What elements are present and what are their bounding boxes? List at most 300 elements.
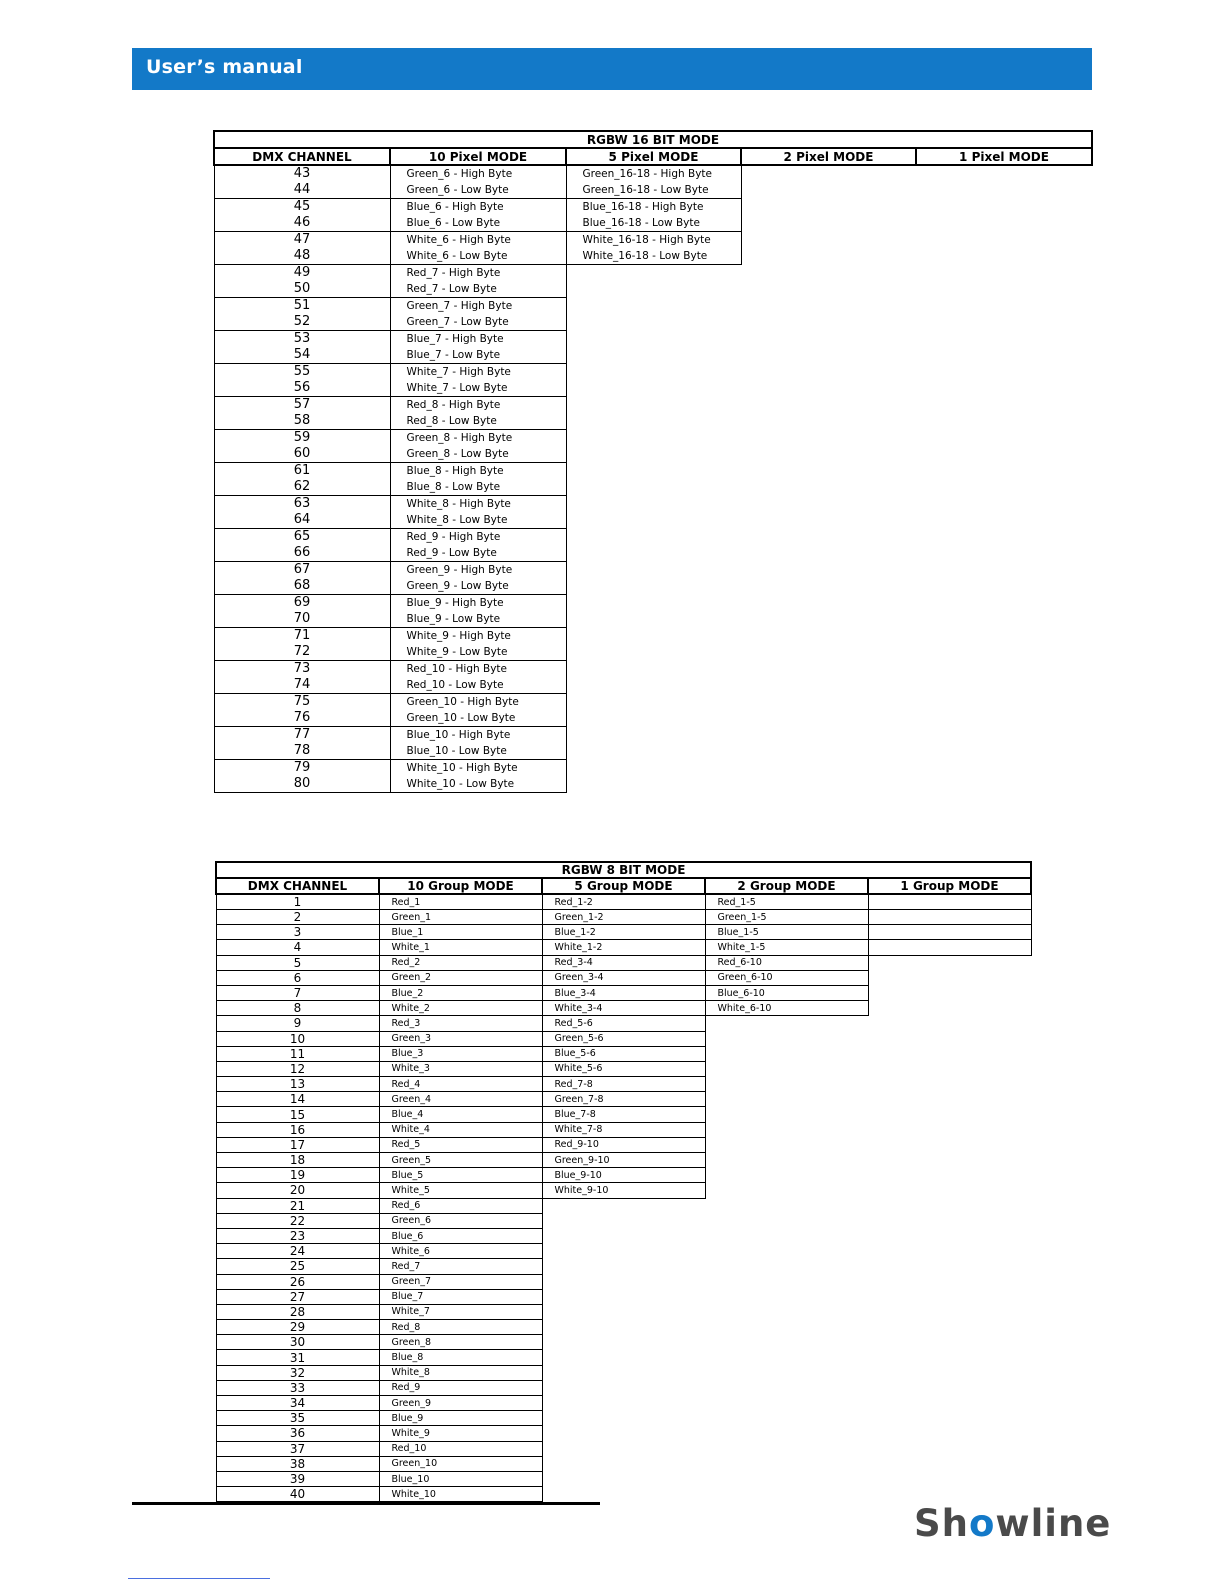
mode-value-cell: Red_1-5 [705, 894, 868, 910]
table-row [214, 264, 1092, 281]
empty-cell [705, 1456, 868, 1471]
empty-cell [705, 1426, 868, 1441]
empty-cell [916, 231, 1092, 248]
empty-cell [741, 429, 916, 446]
table16-body [214, 165, 1092, 792]
mode-value-cell: White_6-10 [705, 1001, 868, 1016]
mode-value-cell: White_1-2 [542, 940, 705, 955]
empty-cell [741, 594, 916, 611]
dmx-channel-cell: 7 [216, 985, 379, 1000]
mode-value-cell: White_1 [379, 940, 542, 955]
empty-cell [868, 1289, 1031, 1304]
empty-cell [916, 297, 1092, 314]
table-row [214, 198, 1092, 215]
empty-cell [542, 1380, 705, 1395]
table-row [214, 644, 1092, 661]
empty-cell [542, 1426, 705, 1441]
dmx-channel-cell: 65 [214, 528, 390, 545]
mode-value-cell: Green_9 [379, 1396, 542, 1411]
empty-cell [916, 726, 1092, 743]
dmx-channel-cell: 58 [214, 413, 390, 430]
mode-value-cell: Blue_9 - High Byte [390, 594, 566, 611]
empty-cell [916, 561, 1092, 578]
empty-cell [566, 776, 741, 793]
empty-cell [741, 578, 916, 595]
dmx-channel-cell: 74 [214, 677, 390, 694]
mode-value-cell: Green_8 - Low Byte [390, 446, 566, 463]
table-row [216, 940, 1031, 955]
mode-value-cell [868, 940, 1031, 955]
mode-value-cell: Blue_3 [379, 1046, 542, 1061]
empty-cell [741, 380, 916, 397]
table-row [216, 1396, 1031, 1411]
empty-cell [741, 396, 916, 413]
empty-cell [741, 215, 916, 232]
empty-cell [868, 1016, 1031, 1031]
mode-value-cell: Green_3-4 [542, 970, 705, 985]
dmx-channel-cell: 20 [216, 1183, 379, 1198]
mode-value-cell: Green_9 - Low Byte [390, 578, 566, 595]
dmx-channel-cell: 79 [214, 759, 390, 776]
empty-cell [566, 660, 741, 677]
table-row [216, 1335, 1031, 1350]
mode-value-cell: Green_7-8 [542, 1092, 705, 1107]
empty-cell [542, 1350, 705, 1365]
dmx-channel-cell: 64 [214, 512, 390, 529]
table-row [216, 1350, 1031, 1365]
empty-cell [741, 281, 916, 298]
dmx-channel-cell: 51 [214, 297, 390, 314]
table-row [214, 297, 1092, 314]
dmx-channel-cell: 23 [216, 1228, 379, 1243]
empty-cell [741, 363, 916, 380]
mode-value-cell: Blue_1-2 [542, 925, 705, 940]
dmx-channel-cell: 75 [214, 693, 390, 710]
table16-header-dmx: DMX CHANNEL [214, 148, 390, 165]
empty-cell [705, 1031, 868, 1046]
empty-cell [868, 1122, 1031, 1137]
empty-cell [705, 1228, 868, 1243]
table-row [214, 660, 1092, 677]
empty-cell [566, 429, 741, 446]
dmx-channel-cell: 50 [214, 281, 390, 298]
empty-cell [705, 1320, 868, 1335]
dmx-channel-cell: 27 [216, 1289, 379, 1304]
dmx-channel-cell: 10 [216, 1031, 379, 1046]
dmx-channel-cell: 12 [216, 1061, 379, 1076]
table16-header-2pixel: 2 Pixel MODE [741, 148, 916, 165]
empty-cell [566, 578, 741, 595]
mode-value-cell: Green_7 - High Byte [390, 297, 566, 314]
empty-cell [916, 627, 1092, 644]
empty-cell [566, 710, 741, 727]
empty-cell [542, 1274, 705, 1289]
empty-cell [916, 644, 1092, 661]
empty-cell [705, 1122, 868, 1137]
table-row [216, 1016, 1031, 1031]
header-bar [132, 48, 1092, 90]
dmx-channel-cell: 56 [214, 380, 390, 397]
empty-cell [916, 594, 1092, 611]
table16-header-1pixel: 1 Pixel MODE [916, 148, 1092, 165]
empty-cell [868, 1228, 1031, 1243]
mode-value-cell: Green_8 - High Byte [390, 429, 566, 446]
mode-value-cell: Green_2 [379, 970, 542, 985]
mode-value-cell: Blue_7 - Low Byte [390, 347, 566, 364]
mode-value-cell [868, 910, 1031, 925]
table-row [216, 1077, 1031, 1092]
dmx-channel-cell: 77 [214, 726, 390, 743]
mode-value-cell: Green_6-10 [705, 970, 868, 985]
empty-cell [868, 1168, 1031, 1183]
empty-cell [542, 1304, 705, 1319]
empty-cell [705, 1198, 868, 1213]
mode-value-cell: Blue_9 [379, 1411, 542, 1426]
dmx-channel-cell: 57 [214, 396, 390, 413]
table-row [214, 776, 1092, 793]
table-row [216, 1365, 1031, 1380]
empty-cell [868, 1259, 1031, 1274]
mode-value-cell: Blue_9 - Low Byte [390, 611, 566, 628]
dmx-channel-cell: 18 [216, 1153, 379, 1168]
table-row [214, 561, 1092, 578]
mode-value-cell: Green_9-10 [542, 1153, 705, 1168]
table-row [214, 743, 1092, 760]
empty-cell [741, 627, 916, 644]
mode-value-cell: Green_10 - Low Byte [390, 710, 566, 727]
empty-cell [868, 1001, 1031, 1016]
empty-cell [542, 1411, 705, 1426]
mode-value-cell: Blue_16-18 - High Byte [566, 198, 741, 215]
empty-cell [868, 1031, 1031, 1046]
empty-cell [868, 1107, 1031, 1122]
dmx-channel-cell: 63 [214, 495, 390, 512]
empty-cell [868, 1092, 1031, 1107]
mode-value-cell: Green_7 - Low Byte [390, 314, 566, 331]
empty-cell [868, 1198, 1031, 1213]
table-row [214, 479, 1092, 496]
table8-body [216, 894, 1031, 1502]
table16-title: RGBW 16 BIT MODE [214, 131, 1092, 148]
table-row [214, 627, 1092, 644]
table-row [214, 248, 1092, 265]
table-row [216, 1441, 1031, 1456]
dmx-channel-cell: 19 [216, 1168, 379, 1183]
mode-value-cell: Blue_5-6 [542, 1046, 705, 1061]
mode-value-cell: White_7 - Low Byte [390, 380, 566, 397]
empty-cell [566, 413, 741, 430]
mode-value-cell: Blue_9-10 [542, 1168, 705, 1183]
mode-value-cell: Red_1-2 [542, 894, 705, 910]
table-row [216, 955, 1031, 970]
table-row [214, 429, 1092, 446]
empty-cell [566, 363, 741, 380]
table-row [216, 1244, 1031, 1259]
table-row [216, 1259, 1031, 1274]
mode-value-cell: Red_7 - Low Byte [390, 281, 566, 298]
table-row [214, 462, 1092, 479]
table-row [214, 611, 1092, 628]
empty-cell [741, 660, 916, 677]
table8-header-10group: 10 Group MODE [379, 878, 542, 894]
dmx-channel-cell: 4 [216, 940, 379, 955]
empty-cell [741, 561, 916, 578]
empty-cell [916, 281, 1092, 298]
table-row [216, 1426, 1031, 1441]
mode-value-cell: Red_10 - High Byte [390, 660, 566, 677]
empty-cell [741, 776, 916, 793]
mode-value-cell: White_6 - Low Byte [390, 248, 566, 265]
dmx-channel-cell: 49 [214, 264, 390, 281]
dmx-channel-cell: 1 [216, 894, 379, 910]
dmx-channel-cell: 61 [214, 462, 390, 479]
dmx-channel-cell: 47 [214, 231, 390, 248]
empty-cell [916, 330, 1092, 347]
mode-value-cell: Red_3-4 [542, 955, 705, 970]
empty-cell [705, 1213, 868, 1228]
dmx-channel-cell: 35 [216, 1411, 379, 1426]
empty-cell [741, 710, 916, 727]
table-row [214, 495, 1092, 512]
bottom-link-underline [128, 1578, 270, 1579]
empty-cell [705, 1350, 868, 1365]
empty-cell [741, 231, 916, 248]
mode-value-cell: White_7 [379, 1304, 542, 1319]
mode-value-cell: White_3-4 [542, 1001, 705, 1016]
dmx-channel-cell: 29 [216, 1320, 379, 1335]
table-row [214, 578, 1092, 595]
empty-cell [868, 1320, 1031, 1335]
dmx-channel-cell: 33 [216, 1380, 379, 1395]
table-row [214, 545, 1092, 562]
empty-cell [741, 165, 916, 182]
mode-value-cell: Blue_16-18 - Low Byte [566, 215, 741, 232]
table8-header-1group: 1 Group MODE [868, 878, 1031, 894]
empty-cell [916, 578, 1092, 595]
empty-cell [705, 1411, 868, 1426]
empty-cell [916, 396, 1092, 413]
dmx-channel-cell: 21 [216, 1198, 379, 1213]
mode-value-cell: White_16-18 - Low Byte [566, 248, 741, 265]
table-row [214, 594, 1092, 611]
empty-cell [916, 380, 1092, 397]
empty-cell [741, 198, 916, 215]
empty-cell [566, 380, 741, 397]
table-row [216, 894, 1031, 910]
mode-value-cell: Green_10 [379, 1456, 542, 1471]
empty-cell [566, 627, 741, 644]
mode-value-cell: Blue_1-5 [705, 925, 868, 940]
dmx-channel-cell: 16 [216, 1122, 379, 1137]
empty-cell [705, 1365, 868, 1380]
mode-value-cell [868, 894, 1031, 910]
table-row [216, 925, 1031, 940]
table8-header-5group: 5 Group MODE [542, 878, 705, 894]
mode-value-cell: Red_6-10 [705, 955, 868, 970]
table-row [214, 314, 1092, 331]
empty-cell [916, 182, 1092, 199]
empty-cell [566, 264, 741, 281]
mode-value-cell: Green_3 [379, 1031, 542, 1046]
dmx-channel-cell: 30 [216, 1335, 379, 1350]
mode-value-cell: Red_8 - Low Byte [390, 413, 566, 430]
mode-value-cell: Blue_7-8 [542, 1107, 705, 1122]
mode-value-cell: Red_6 [379, 1198, 542, 1213]
table-row [216, 1320, 1031, 1335]
mode-value-cell: White_16-18 - High Byte [566, 231, 741, 248]
mode-value-cell: Blue_7 - High Byte [390, 330, 566, 347]
mode-value-cell: Blue_1 [379, 925, 542, 940]
dmx-channel-cell: 32 [216, 1365, 379, 1380]
table-row [216, 1411, 1031, 1426]
mode-value-cell: Red_5 [379, 1137, 542, 1152]
mode-value-cell: Red_3 [379, 1016, 542, 1031]
mode-value-cell: Red_5-6 [542, 1016, 705, 1031]
mode-value-cell: White_2 [379, 1001, 542, 1016]
footer-rule [132, 1502, 600, 1505]
mode-value-cell: White_6 - High Byte [390, 231, 566, 248]
dmx-channel-cell: 73 [214, 660, 390, 677]
mode-value-cell: Green_1-5 [705, 910, 868, 925]
mode-value-cell: Red_10 [379, 1441, 542, 1456]
empty-cell [916, 776, 1092, 793]
mode-value-cell: Green_6 [379, 1213, 542, 1228]
empty-cell [542, 1441, 705, 1456]
empty-cell [741, 297, 916, 314]
dmx-channel-cell: 8 [216, 1001, 379, 1016]
empty-cell [916, 264, 1092, 281]
empty-cell [741, 545, 916, 562]
mode-value-cell: Red_10 - Low Byte [390, 677, 566, 694]
table-row [216, 1456, 1031, 1471]
mode-value-cell: Blue_4 [379, 1107, 542, 1122]
empty-cell [741, 446, 916, 463]
dmx-channel-cell: 48 [214, 248, 390, 265]
header-title: User’s manual [146, 56, 303, 78]
mode-value-cell: Red_4 [379, 1077, 542, 1092]
table-row [216, 1031, 1031, 1046]
table-row [216, 910, 1031, 925]
table-row [216, 970, 1031, 985]
mode-value-cell: White_9 [379, 1426, 542, 1441]
mode-value-cell: Red_9 - High Byte [390, 528, 566, 545]
dmx-channel-cell: 11 [216, 1046, 379, 1061]
table-row [216, 1380, 1031, 1395]
table-row [216, 1471, 1031, 1486]
empty-cell [741, 611, 916, 628]
empty-cell [916, 462, 1092, 479]
empty-cell [542, 1213, 705, 1228]
dmx-channel-cell: 25 [216, 1259, 379, 1274]
empty-cell [868, 1487, 1031, 1502]
empty-cell [542, 1289, 705, 1304]
mode-value-cell: Blue_6 [379, 1228, 542, 1243]
empty-cell [566, 561, 741, 578]
empty-cell [868, 1350, 1031, 1365]
empty-cell [542, 1365, 705, 1380]
mode-value-cell: Green_7 [379, 1274, 542, 1289]
mode-value-cell: Blue_10 [379, 1471, 542, 1486]
empty-cell [741, 264, 916, 281]
table-row [216, 1001, 1031, 1016]
dmx-channel-cell: 66 [214, 545, 390, 562]
mode-value-cell: White_7-8 [542, 1122, 705, 1137]
table-row [214, 165, 1092, 182]
table-row [216, 1137, 1031, 1152]
empty-cell [868, 1046, 1031, 1061]
table-row [214, 710, 1092, 727]
empty-cell [868, 1396, 1031, 1411]
empty-cell [916, 545, 1092, 562]
empty-cell [868, 1441, 1031, 1456]
empty-cell [868, 1411, 1031, 1426]
dmx-channel-cell: 46 [214, 215, 390, 232]
empty-cell [868, 1137, 1031, 1152]
table16-header-5pixel: 5 Pixel MODE [566, 148, 741, 165]
mode-value-cell: Blue_10 - Low Byte [390, 743, 566, 760]
table-row [216, 1213, 1031, 1228]
empty-cell [868, 1183, 1031, 1198]
dmx-channel-cell: 43 [214, 165, 390, 182]
mode-value-cell: Red_7 [379, 1259, 542, 1274]
empty-cell [741, 413, 916, 430]
empty-cell [741, 479, 916, 496]
empty-cell [741, 512, 916, 529]
table-row [216, 1289, 1031, 1304]
empty-cell [542, 1487, 705, 1502]
mode-value-cell: White_9 - Low Byte [390, 644, 566, 661]
mode-value-cell: Blue_3-4 [542, 985, 705, 1000]
mode-value-cell: White_10 [379, 1487, 542, 1502]
dmx-channel-cell: 31 [216, 1350, 379, 1365]
dmx-channel-cell: 3 [216, 925, 379, 940]
dmx-channel-cell: 9 [216, 1016, 379, 1031]
table-row [216, 1153, 1031, 1168]
empty-cell [741, 314, 916, 331]
dmx-channel-cell: 69 [214, 594, 390, 611]
dmx-channel-cell: 52 [214, 314, 390, 331]
empty-cell [868, 985, 1031, 1000]
empty-cell [566, 479, 741, 496]
table-row [214, 693, 1092, 710]
empty-cell [705, 1487, 868, 1502]
table-row [214, 182, 1092, 199]
mode-value-cell: White_8 [379, 1365, 542, 1380]
empty-cell [741, 347, 916, 364]
dmx-channel-cell: 80 [214, 776, 390, 793]
empty-cell [741, 677, 916, 694]
empty-cell [741, 330, 916, 347]
dmx-channel-cell: 70 [214, 611, 390, 628]
empty-cell [916, 759, 1092, 776]
dmx-channel-cell: 44 [214, 182, 390, 199]
mode-value-cell: White_8 - Low Byte [390, 512, 566, 529]
table-row [216, 1107, 1031, 1122]
empty-cell [705, 1259, 868, 1274]
mode-value-cell: Green_8 [379, 1335, 542, 1350]
dmx-channel-cell: 5 [216, 955, 379, 970]
mode-value-cell: White_9 - High Byte [390, 627, 566, 644]
dmx-channel-cell: 71 [214, 627, 390, 644]
empty-cell [741, 759, 916, 776]
empty-cell [705, 1153, 868, 1168]
mode-value-cell: Red_8 [379, 1320, 542, 1335]
dmx-channel-cell: 40 [216, 1487, 379, 1502]
mode-value-cell: Green_16-18 - High Byte [566, 165, 741, 182]
mode-value-cell: Blue_7 [379, 1289, 542, 1304]
empty-cell [916, 446, 1092, 463]
table-row [216, 1168, 1031, 1183]
